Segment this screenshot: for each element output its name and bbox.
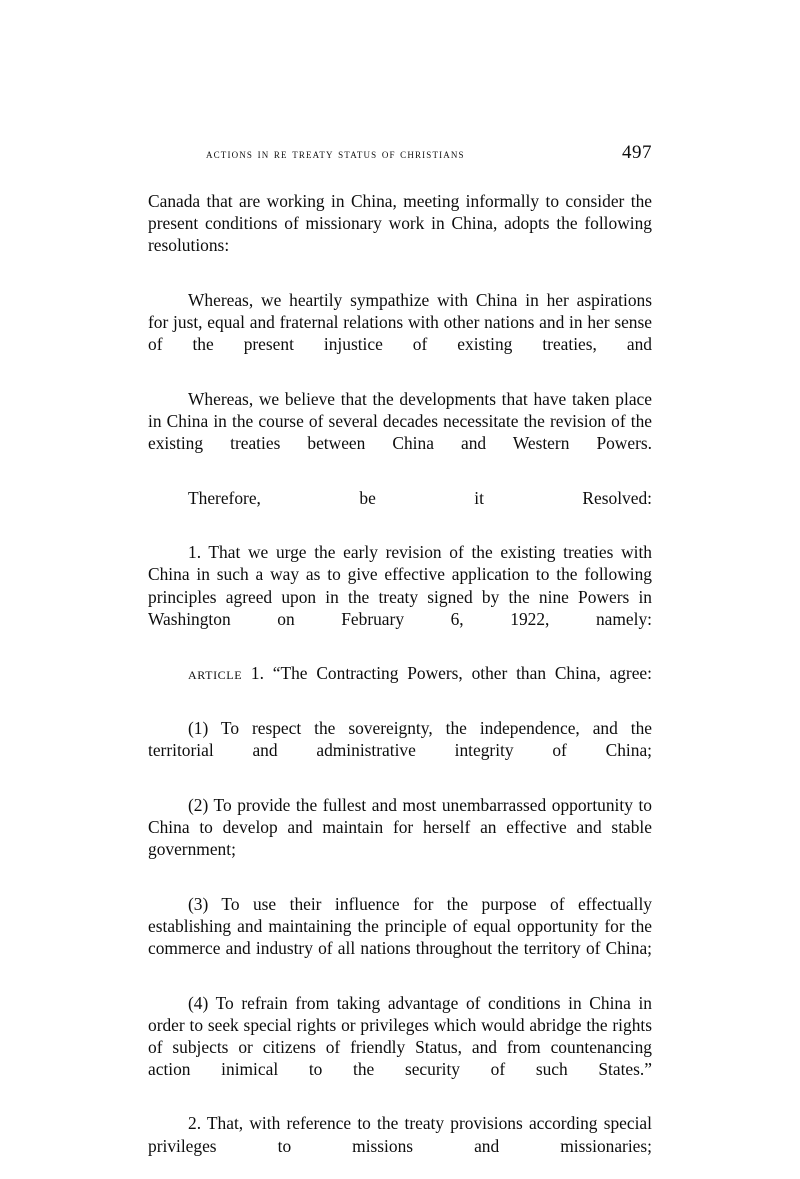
- body-text-block: [148, 190, 652, 1179]
- page-number: 497: [622, 142, 652, 163]
- running-head-title: actions in re treaty status of christians: [206, 146, 465, 161]
- para-article-1: article 1. “The Contracting Powers, other than China, agree:: [188, 663, 652, 684]
- para-item-1: 1. That we urge the early revision of the existing treaties with China in such a way as to give effective application to the following principles agreed upon in the treaty signed by the nine Powers in Washington on February 6, 1922, namely:: [148, 542, 652, 629]
- para-whereas-sympathize: Whereas, we heartily sympathize with China in her aspirations for just, equal and fraternal relations with other nations and in her sense of the present injustice of existing treaties, and: [148, 289, 652, 355]
- para-clause-4: (4) To refrain from taking advantage of conditions in China in order to seek special rights or privileges which would abridge the rights of subjects or citizens of friendly Status, and from countenancing action inimical to the security of such States.”: [148, 992, 652, 1079]
- para-therefore-resolved: Therefore, be it Resolved:: [188, 487, 652, 508]
- para-clause-1: (1) To respect the sovereignty, the independence, and the territorial and administrative integrity of China;: [148, 717, 652, 761]
- para-item-2: 2. That, with reference to the treaty provisions according special privileges to missions and missionaries;: [148, 1113, 652, 1156]
- para-article-1-label: article: [188, 663, 243, 684]
- running-head: [148, 142, 652, 168]
- para-clause-3: (3) To use their influence for the purpose of effectually establishing and maintaining the principle of equal opportunity for the commerce and industry of all nations throughout the territory of China;: [148, 893, 652, 958]
- para-clause-2: (2) To provide the fullest and most unembarrassed opportunity to China to develop and maintain for herself an effective and stable government;: [148, 794, 652, 859]
- para-whereas-developments: Whereas, we believe that the developments that have taken place in China in the course of several decades necessitate the revision of the existing treaties between China and Western Powers.: [148, 388, 652, 453]
- para-canada-resolutions: Canada that are working in China, meeting informally to consider the present conditions of missionary work in China, adopts the following resolutions:: [148, 191, 652, 256]
